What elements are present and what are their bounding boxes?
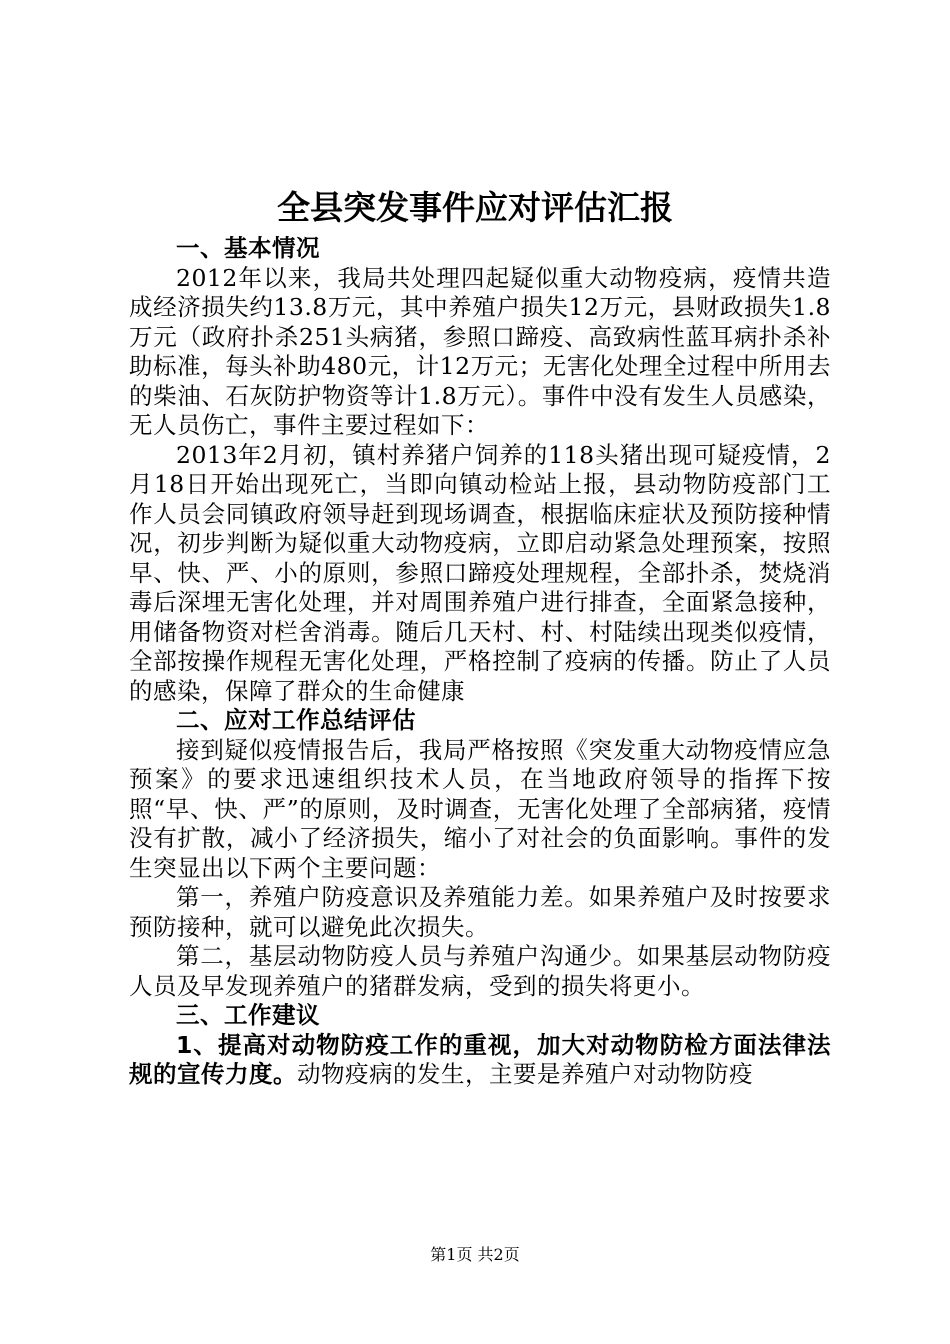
section-heading-evaluation: 二、应对工作总结评估 <box>176 706 416 734</box>
paragraph: 接到疑似疫情报告后，我局严格按照《突发重大动物疫情应急预案》的要求迅速组织技术人员，在当地政府领导的指挥下按照“早、快、严”的原则，及时调查，无害化处理了全部病猪，疫情没有扩散，减小了经济损失，缩小了对社会的负面影响。事件的发生突显出以下两个主要问题： <box>129 735 831 882</box>
suggestion-1-text: 动物疫病的发生，主要是养殖户对动物防疫 <box>297 1060 753 1088</box>
paragraph: 第一，养殖户防疫意识及养殖能力差。如果养殖户及时按要求预防接种，就可以避免此次损失。 <box>129 883 831 941</box>
section-heading-basic-info: 一、基本情况 <box>176 234 320 262</box>
section-heading-suggestions: 三、工作建议 <box>176 1001 320 1029</box>
paragraph: 第二，基层动物防疫人员与养殖户沟通少。如果基层动物防疫人员及早发现养殖户的猪群发病，受到的损失将更小。 <box>129 942 831 1000</box>
paragraph-suggestion-1 <box>129 1031 831 1090</box>
paragraph: 2012年以来，我局共处理四起疑似重大动物疫病，疫情共造成经济损失约13.8万元，其中养殖户损失12万元，县财政损失1.8万元（政府扑杀251头病猪，参照口蹄疫、高致病性蓝耳病扑杀补助标准，每头补助480元，计12万元；无害化处理全过程中所用去的柴油、石灰防护物资等计1.8万元）。事件中没有发生人员感染，无人员伤亡，事件主要过程如下： <box>129 263 831 439</box>
page-footer: 第1页 共2页 <box>430 1245 520 1264</box>
suggestion-1-lead: 1、提高对动物防疫工作的重视，加大对动物防检方面法律法规的宣传力度。 <box>129 1030 831 1088</box>
document-body <box>129 234 831 1090</box>
document-title: 全县突发事件应对评估汇报 <box>277 188 673 227</box>
paragraph: 2013年2月初，镇村养猪户饲养的118头猪出现可疑疫情，2月18日开始出现死亡，当即向镇动检站上报，县动物防疫部门工作人员会同镇政府领导赶到现场调查，根据临床症状及预防接种情况，初步判断为疑似重大动物疫病，立即启动紧急处理预案，按照早、快、严、小的原则，参照口蹄疫处理规程，全部扑杀，焚烧消毒后深埋无害化处理，并对周围养殖户进行排查，全面紧急接种，用储备物资对栏舍消毒。随后几天村、村、村陆续出现类似疫情，全部按操作规程无害化处理，严格控制了疫病的传播。防止了人员的感染，保障了群众的生命健康 <box>129 440 831 705</box>
